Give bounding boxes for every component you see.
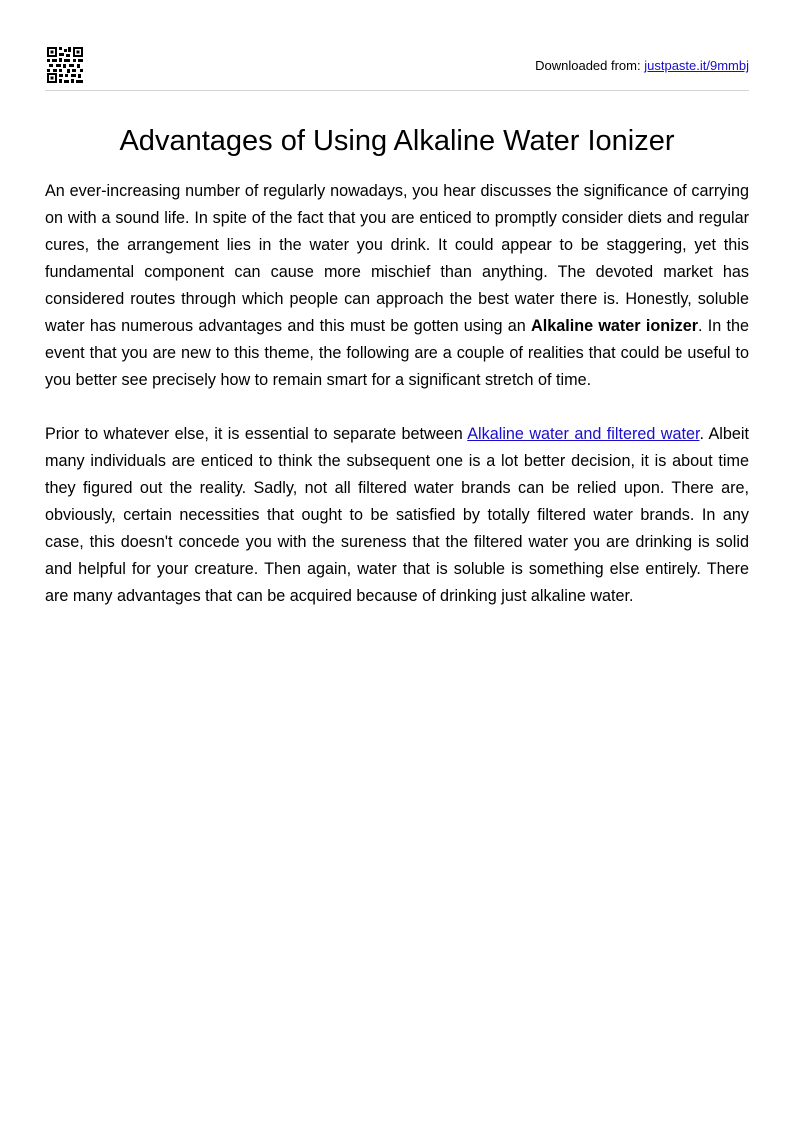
paragraph-2 [45,421,749,610]
paragraph-2-text-end: . Albeit many individuals are enticed to think the subsequent one is a lot better decision, it is about time they figured out the reality. Sadly, not all filtered water brands can be relied upon. There are, obviously, certain necessities that ought to be satisfied by totally filtered water brands. In any case, this doesn't concede you with the sureness that the filtered water you are drinking is solid and helpful for your creature. Then again, water that is soluble is something else entirely. There are many advantages that can be acquired because of drinking just alkaline water. [45,425,750,605]
bold-term: Alkaline water ionizer [531,317,699,335]
qr-code-icon [47,47,83,83]
download-source [535,58,749,74]
source-link[interactable]: justpaste.it/9mmbj [644,58,749,73]
page-header [45,46,749,91]
downloaded-from-label: Downloaded from: [535,58,641,73]
article-body [45,178,749,637]
page-title: Advantages of Using Alkaline Water Ionizer [119,125,675,157]
paragraph-1-text-start: An ever-increasing number of regularly nowadays, you hear discusses the significance of carrying on with a sound life. In spite of the fact that you are enticed to promptly consider diets and regular cures, the arrangement lies in the water you drink. It could appear to be staggering, yet this fundamental component can cause more mischief than anything. The devoted market has considered routes through which people can approach the best water there is. Honestly, soluble water has numerous advantages and this must be gotten using an [45,182,749,335]
paragraph-1-text-end: . In the event that you are new to this theme, the following are a couple of realities that could be useful to you better see precisely how to remain smart for a significant stretch of time. [45,317,749,389]
alkaline-vs-filtered-link[interactable]: Alkaline water and filtered water [467,425,700,443]
paragraph-2-text-start: Prior to whatever else, it is essential to separate between [45,425,468,443]
paragraph-1 [45,178,749,394]
